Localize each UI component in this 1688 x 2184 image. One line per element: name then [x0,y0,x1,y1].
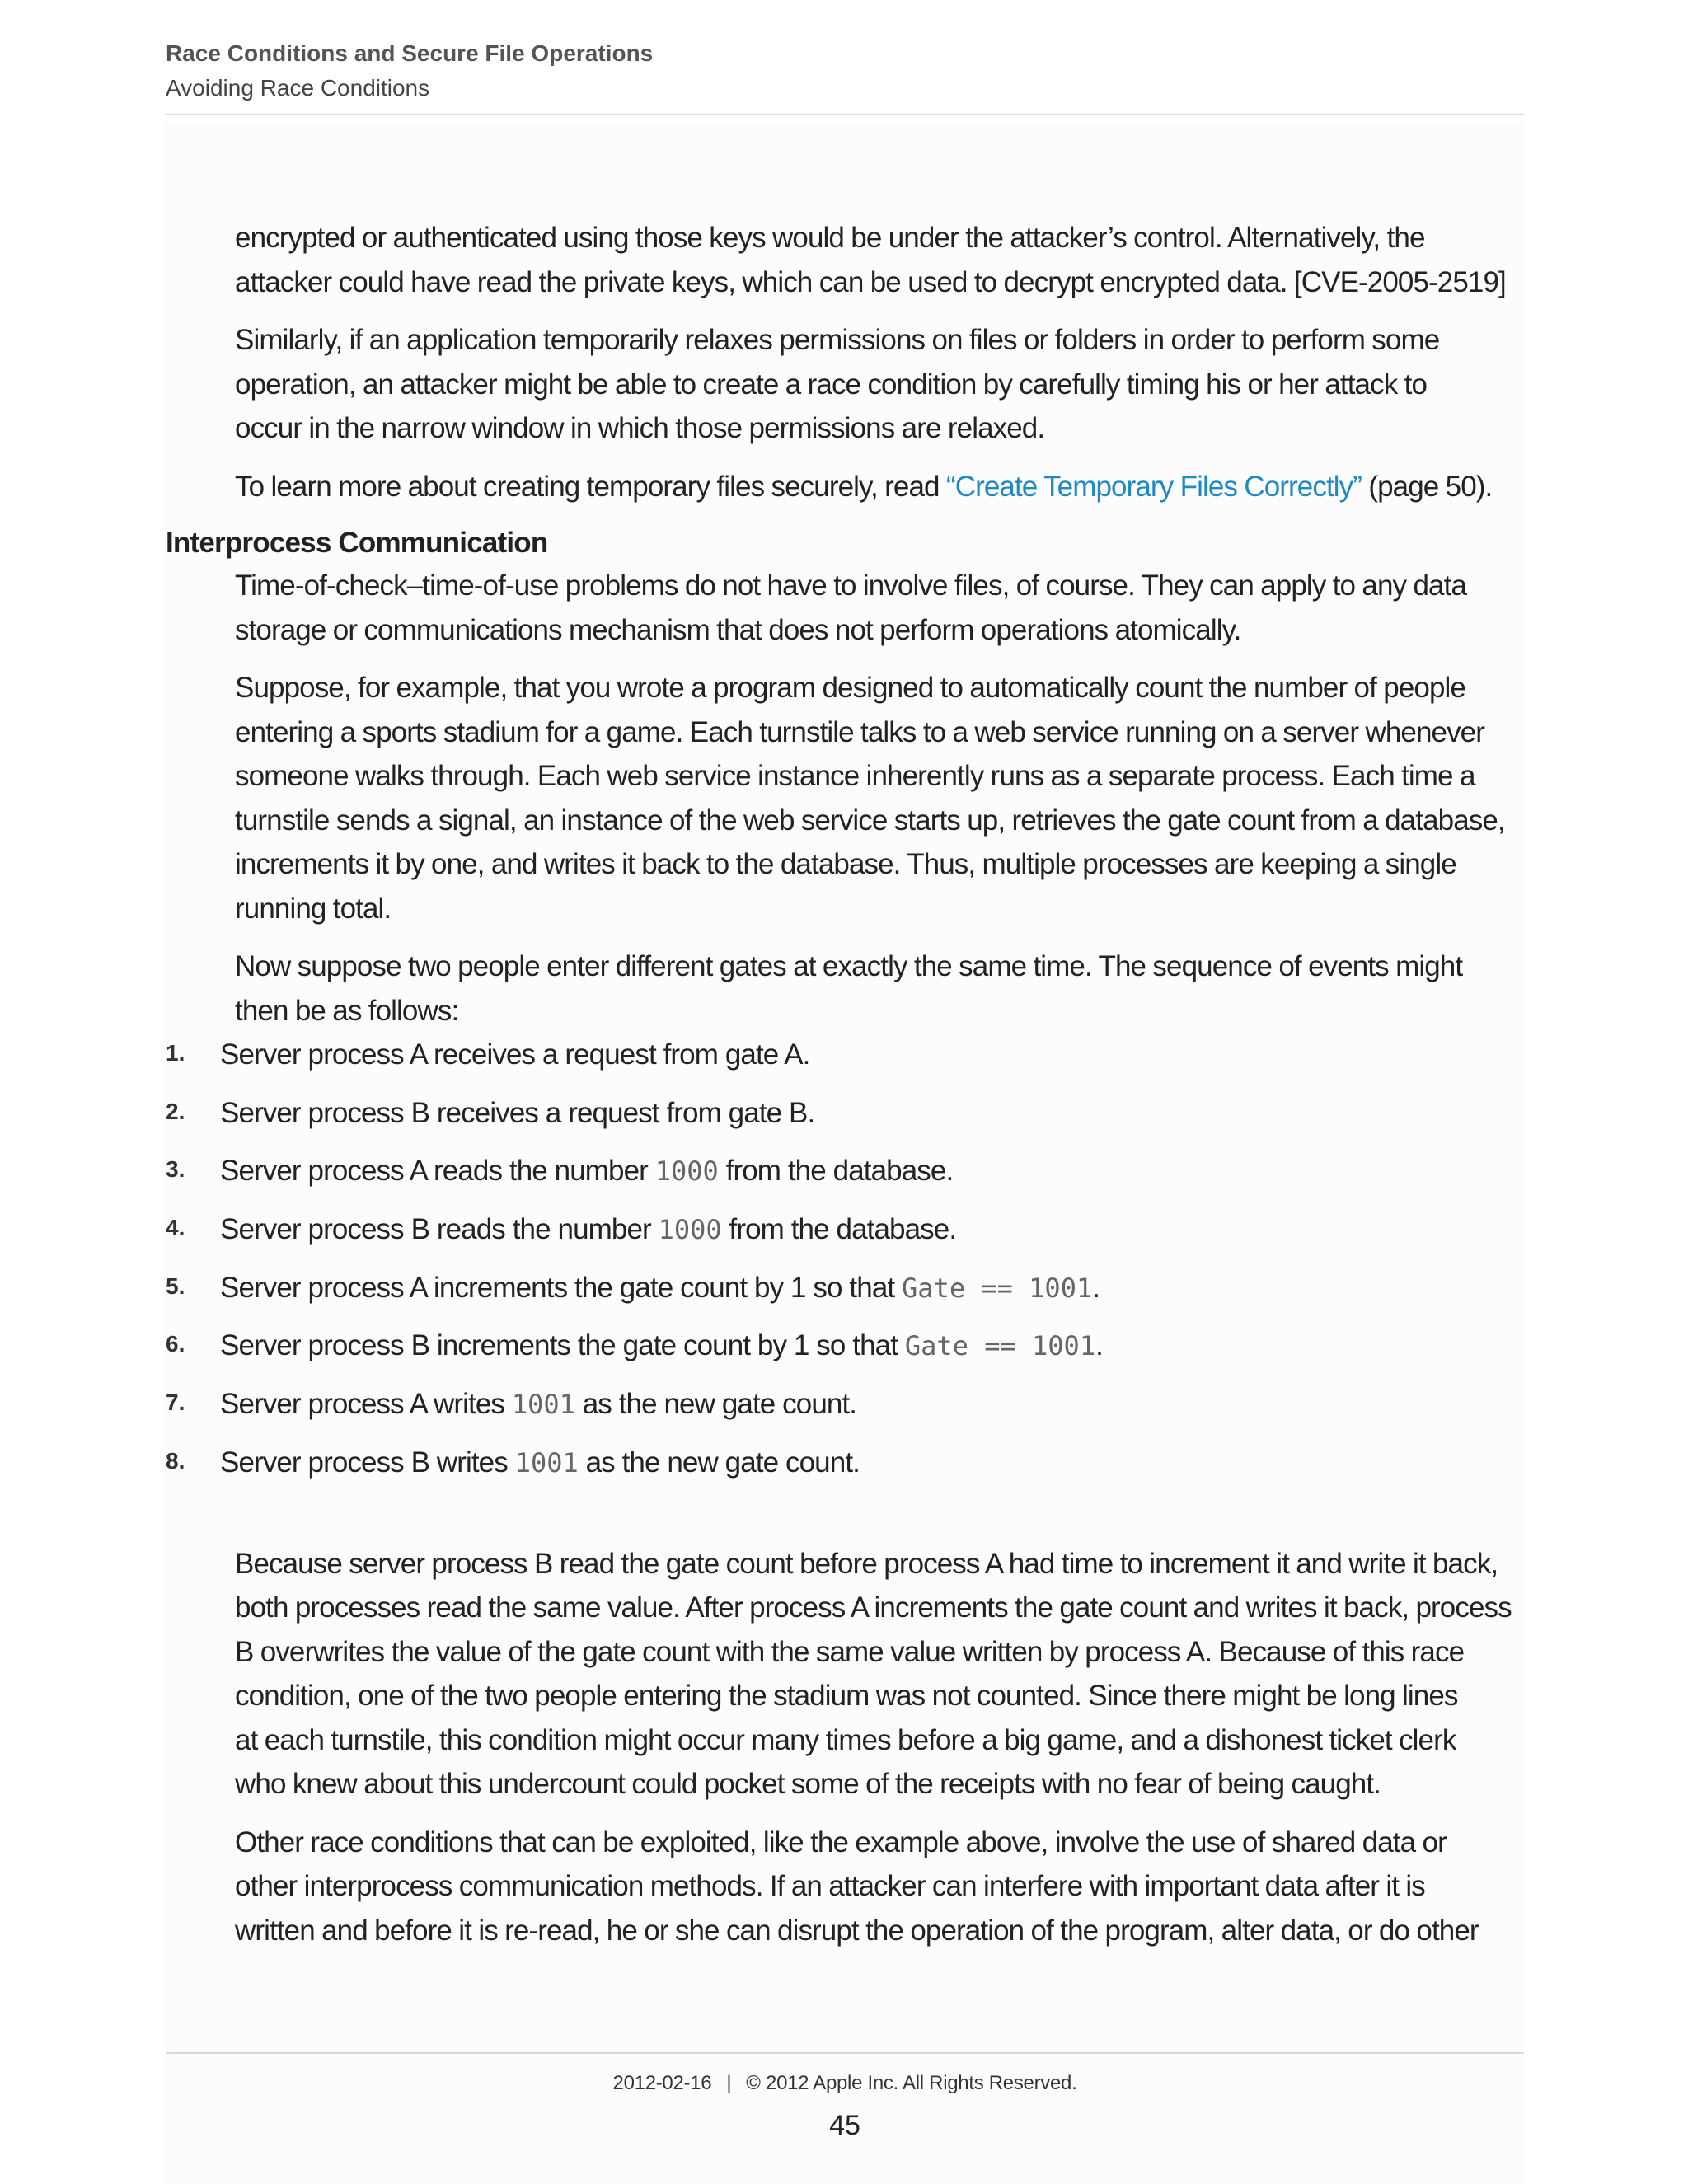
list-item [166,1033,1524,1091]
paragraph-line: someone walks through. Each web service instance inherently runs as a separate process. Each time a [235,760,1475,792]
list-number: 1. [166,1040,185,1066]
code-value: 1001 [511,1389,575,1421]
paragraph-text: To learn more about creating temporary files securely, read [235,470,946,503]
list-item [166,1266,1524,1324]
paragraph-line: Now suppose two people enter different gates at exactly the same time. The sequence of events might [235,950,1463,982]
code-value: 1001 [514,1446,579,1479]
paragraph-cve [235,216,1524,304]
paragraph-line: Other race conditions that can be exploited, like the example above, involve the use of shared data or [235,1825,1447,1858]
list-number: 4. [166,1215,185,1241]
paragraph-temp-files [235,465,1524,509]
paragraph-line: turnstile sends a signal, an instance of the web service starts up, retrieves the gate count from a database, [235,804,1505,837]
code-value: 1000 [658,1214,722,1246]
list-text: . [1095,1329,1103,1362]
list-text: as the new gate count. [578,1446,860,1479]
footer-copyright: © 2012 Apple Inc. All Rights Reserved. [746,2072,1077,2094]
list-text: Server process A reads the number [220,1155,655,1188]
list-text: Server process B writes [220,1446,515,1479]
paragraph-line: Similarly, if an application temporarily relaxes permissions on files or folders in order to perform some [235,324,1440,356]
paragraph-line: written and before it is re-read, he or she can disrupt the operation of the program, alter data, or do other [235,1914,1479,1947]
footer-meta [166,2072,1524,2095]
document-body [166,216,1524,1966]
list-number: 2. [166,1098,185,1124]
paragraph-line: both processes read the same value. After process A increments the gate count and writes it back, process [235,1591,1512,1624]
paragraph-line: entering a sports stadium for a game. Each turnstile talks to a web service running on a server whenever [235,715,1484,748]
list-item [166,1382,1524,1441]
list-text: Server process B increments the gate count by 1 so that [220,1329,905,1362]
paragraph-line: B overwrites the value of the gate count with the same value written by process A. Because of this race [235,1635,1465,1668]
create-temp-files-link[interactable]: “Create Temporary Files Correctly” [945,470,1362,503]
paragraph-other-races [235,1821,1524,1953]
list-item [166,1091,1524,1150]
paragraph-permissions [235,318,1524,451]
page-number: 45 [829,2110,860,2141]
paragraph-text: (page 50). [1362,470,1493,503]
paragraph-stadium [235,666,1524,930]
footer-date: 2012-02-16 [612,2072,712,2094]
list-text: Server process A writes [220,1388,512,1421]
paragraph-line: at each turnstile, this condition might occur many times before a big game, and a dishonest ticket clerk [235,1723,1456,1756]
running-header [166,36,1524,115]
list-number: 7. [166,1390,185,1416]
list-text: from the database. [721,1213,957,1246]
paragraph-line: other interprocess communication methods. If an attacker can interfere with important data after it is [235,1870,1425,1902]
paragraph-line: occur in the narrow window in which those permissions are relaxed. [235,412,1045,444]
list-number: 5. [166,1272,185,1299]
paragraph-line: increments it by one, and writes it back to the database. Thus, multiple processes are keeping a single [235,848,1456,880]
paragraph-race-consequence [235,1542,1524,1807]
paragraph-line: storage or communications mechanism that does not perform operations atomically. [235,613,1241,646]
paragraph-line: then be as follows: [235,994,459,1027]
page-footer [166,2052,1524,2142]
list-item [166,1441,1524,1499]
paragraph-line: condition, one of the two people entering the stadium was not counted. Since there might be long lines [235,1680,1458,1712]
paragraph-line: who knew about this undercount could pocket some of the receipts with no fear of being caught. [235,1768,1381,1800]
list-text: Server process B receives a request from gate B. [220,1096,815,1129]
list-item [166,1149,1524,1207]
list-text: from the database. [718,1155,954,1188]
paragraph-line: running total. [235,892,392,925]
chapter-title: Race Conditions and Secure File Operations [166,40,654,66]
list-text: Server process B reads the number [220,1213,659,1246]
paragraph-toctou [235,564,1524,652]
event-sequence-list [166,1033,1524,1499]
list-number: 8. [166,1447,185,1474]
spacer [166,1499,1524,1542]
section-title: Avoiding Race Conditions [166,75,430,101]
paragraph-line: Because server process B read the gate count before process A had time to increment it and write it back, [235,1547,1498,1580]
paragraph-sequence-intro [235,944,1524,1033]
footer-separator: | [726,2072,732,2094]
list-item [166,1324,1524,1382]
subheading-ipc: Interprocess Communication [166,527,548,559]
list-number: 6. [166,1331,185,1357]
paragraph-line: attacker could have read the private keys, which can be used to decrypt encrypted data. [CVE-2005-2519] [235,265,1506,298]
paragraph-line: Suppose, for example, that you wrote a program designed to automatically count the number of people [235,672,1465,704]
paragraph-line: Time-of-check–time-of-use problems do not have to involve files, of course. They can apply to any data [235,569,1467,602]
list-text: Server process A receives a request from gate A. [220,1038,810,1071]
list-item [166,1207,1524,1266]
list-text: . [1092,1271,1100,1304]
code-value: Gate == 1001 [902,1272,1093,1304]
paragraph-line: encrypted or authenticated using those keys would be under the attacker’s control. Alternatively, the [235,222,1425,254]
list-number: 3. [166,1156,185,1183]
paragraph-line: operation, an attacker might be able to create a race condition by carefully timing his or her attack to [235,368,1428,401]
code-value: 1000 [654,1155,719,1188]
code-value: Gate == 1001 [904,1330,1096,1362]
list-text: as the new gate count. [574,1388,857,1421]
list-text: Server process A increments the gate count by 1 so that [220,1271,903,1304]
